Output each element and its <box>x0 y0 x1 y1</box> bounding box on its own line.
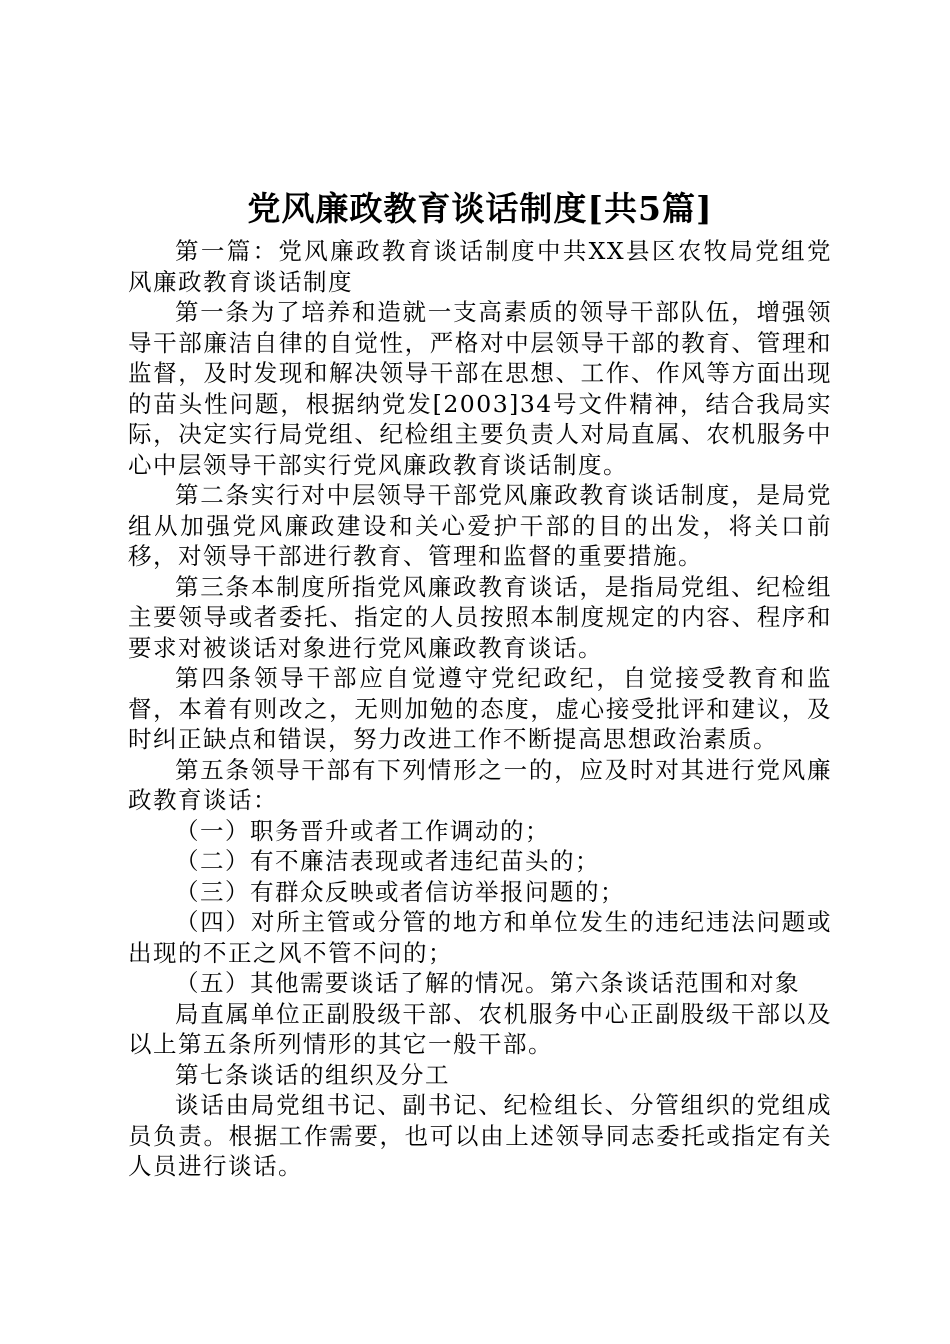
paragraph: 第五条领导干部有下列情形之一的，应及时对其进行党风廉政教育谈话： <box>128 755 832 814</box>
paragraph: 第三条本制度所指党风廉政教育谈话，是指局党组、纪检组主要领导或者委托、指定的人员按照本制度规定的内容、程序和要求对被谈话对象进行党风廉政教育谈话。 <box>128 572 832 662</box>
document-body <box>128 236 832 1182</box>
paragraph: 第四条领导干部应自觉遵守党纪政纪，自觉接受教育和监督，本着有则改之，无则加勉的态度，虚心接受批评和建议，及时纠正缺点和错误，努力改进工作不断提高思想政治素质。 <box>128 664 832 753</box>
list-item: （五）其他需要谈话了解的情况。第六条谈话范围和对象 <box>175 969 800 997</box>
document-title: 党风廉政教育谈话制度[共5篇] <box>247 189 713 228</box>
list-item: （三）有群众反映或者信访举报问题的； <box>175 877 625 906</box>
list-item: （二）有不廉洁表现或者违纪苗头的； <box>175 847 600 875</box>
paragraph: 局直属单位正副股级干部、农机服务中心正副股级干部以及以上第五条所列情形的其它一般干部。 <box>128 999 832 1058</box>
list-item: （四）对所主管或分管的地方和单位发生的违纪违法问题或出现的不正之风不管不问的； <box>128 908 832 967</box>
list-item: （一）职务晋升或者工作调动的； <box>175 816 550 845</box>
paragraph: 第一篇：党风廉政教育谈话制度中共XX县区农牧局党组党风廉政教育谈话制度 <box>128 237 832 296</box>
paragraph: 第一条为了培养和造就一支高素质的领导干部队伍，增强领导干部廉洁自律的自觉性，严格对中层领导干部的教育、管理和监督，及时发现和解决领导干部在思想、工作、作风等方面出现的苗头性问题，根据纳党发[2003]34号文件精神，结合我局实际，决定实行局党组、纪检组主要负责人对局直属、农机服务中心中层领导干部实行党风廉政教育谈话制度。 <box>128 298 832 479</box>
document-page <box>128 186 832 1182</box>
section-heading: 第七条谈话的组织及分工 <box>175 1060 450 1089</box>
paragraph: 第二条实行对中层领导干部党风廉政教育谈话制度，是局党组从加强党风廉政建设和关心爱护干部的目的出发，将关口前移，对领导干部进行教育、管理和监督的重要措施。 <box>128 481 832 570</box>
paragraph: 谈话由局党组书记、副书记、纪检组长、分管组织的党组成员负责。根据工作需要，也可以由上述领导同志委托或指定有关人员进行谈话。 <box>128 1091 832 1180</box>
